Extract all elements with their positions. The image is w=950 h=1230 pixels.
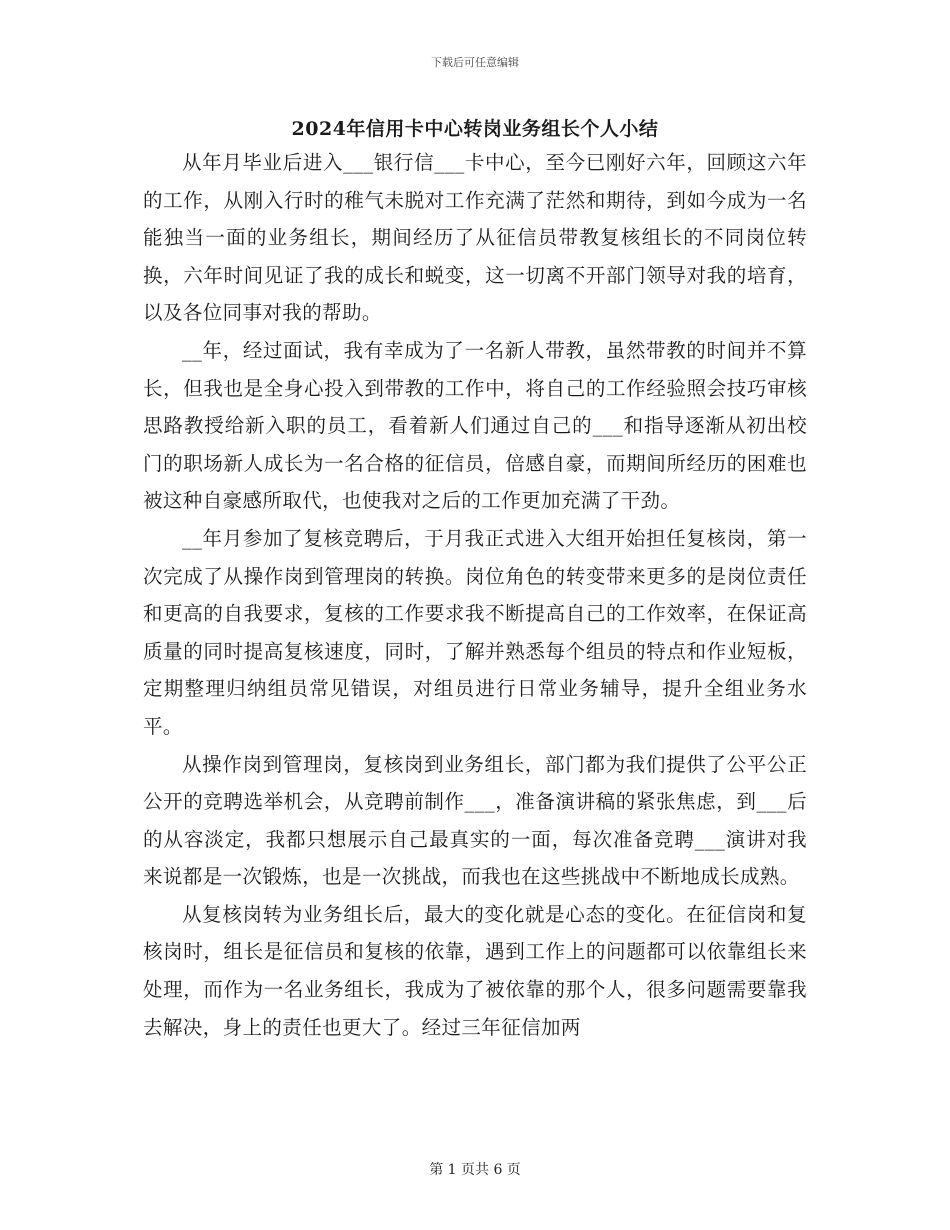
- paragraph: __年月参加了复核竞聘后，于月我正式进入大组开始担任复核岗，第一次完成了从操作岗到管理岗的转换。岗位角色的转变带来更多的是岗位责任和更高的自我要求，复核的工作要求我不断提高自己的工作效率，在保证高质量的同时提高复核速度，同时，了解并熟悉每个组员的特点和作业短板，定期整理归纳组员常见错误，对组员进行日常业务辅导，提升全组业务水平。: [143, 526, 807, 738]
- paragraph: 从复核岗转为业务组长后，最大的变化就是心态的变化。在征信岗和复核岗时，组长是征信员和复核的依靠，遇到工作上的问题都可以依靠组长来处理，而作为一名业务组长，我成为了被依靠的那个人，很多问题需要靠我去解决，身上的责任也更大了。经过三年征信加两: [143, 902, 807, 1039]
- header-note: 下载后可任意编辑: [431, 56, 519, 69]
- paragraph: __年，经过面试，我有幸成为了一名新人带教，虽然带教的时间并不算长，但我也是全身心投入到带教的工作中，将自己的工作经验照会技巧审核思路教授给新入职的员工，看着新人们通过自己的___和指导逐渐从初出校门的职场新人成长为一名合格的征信员，倍感自豪，而期间所经历的困难也被这种自豪感所取代，也使我对之后的工作更加充满了干劲。: [143, 338, 807, 513]
- paragraph: 从年月毕业后进入___银行信___卡中心，至今已刚好六年，回顾这六年的工作，从刚入行时的稚气未脱对工作充满了茫然和期待，到如今成为一名能独当一面的业务组长，期间经历了从征信员带教复核组长的不同岗位转换，六年时间见证了我的成长和蜕变，这一切离不开部门领导对我的培育，以及各位同事对我的帮助。: [143, 151, 807, 325]
- page-number: 第 1 页共 6 页: [429, 1162, 521, 1178]
- document-body: [143, 144, 807, 1046]
- paragraph: 从操作岗到管理岗，复核岗到业务组长，部门都为我们提供了公平公正公开的竞聘选举机会，从竞聘前制作___，准备演讲稿的紧张焦虑，到___后的从容淡定，我都只想展示自己最真实的一面，每次准备竞聘___演讲对我来说都是一次锻炼，也是一次挑战，而我也在这些挑战中不断地成长成熟。: [143, 752, 807, 889]
- document-title: 2024年信用卡中心转岗业务组长个人小结: [291, 118, 659, 140]
